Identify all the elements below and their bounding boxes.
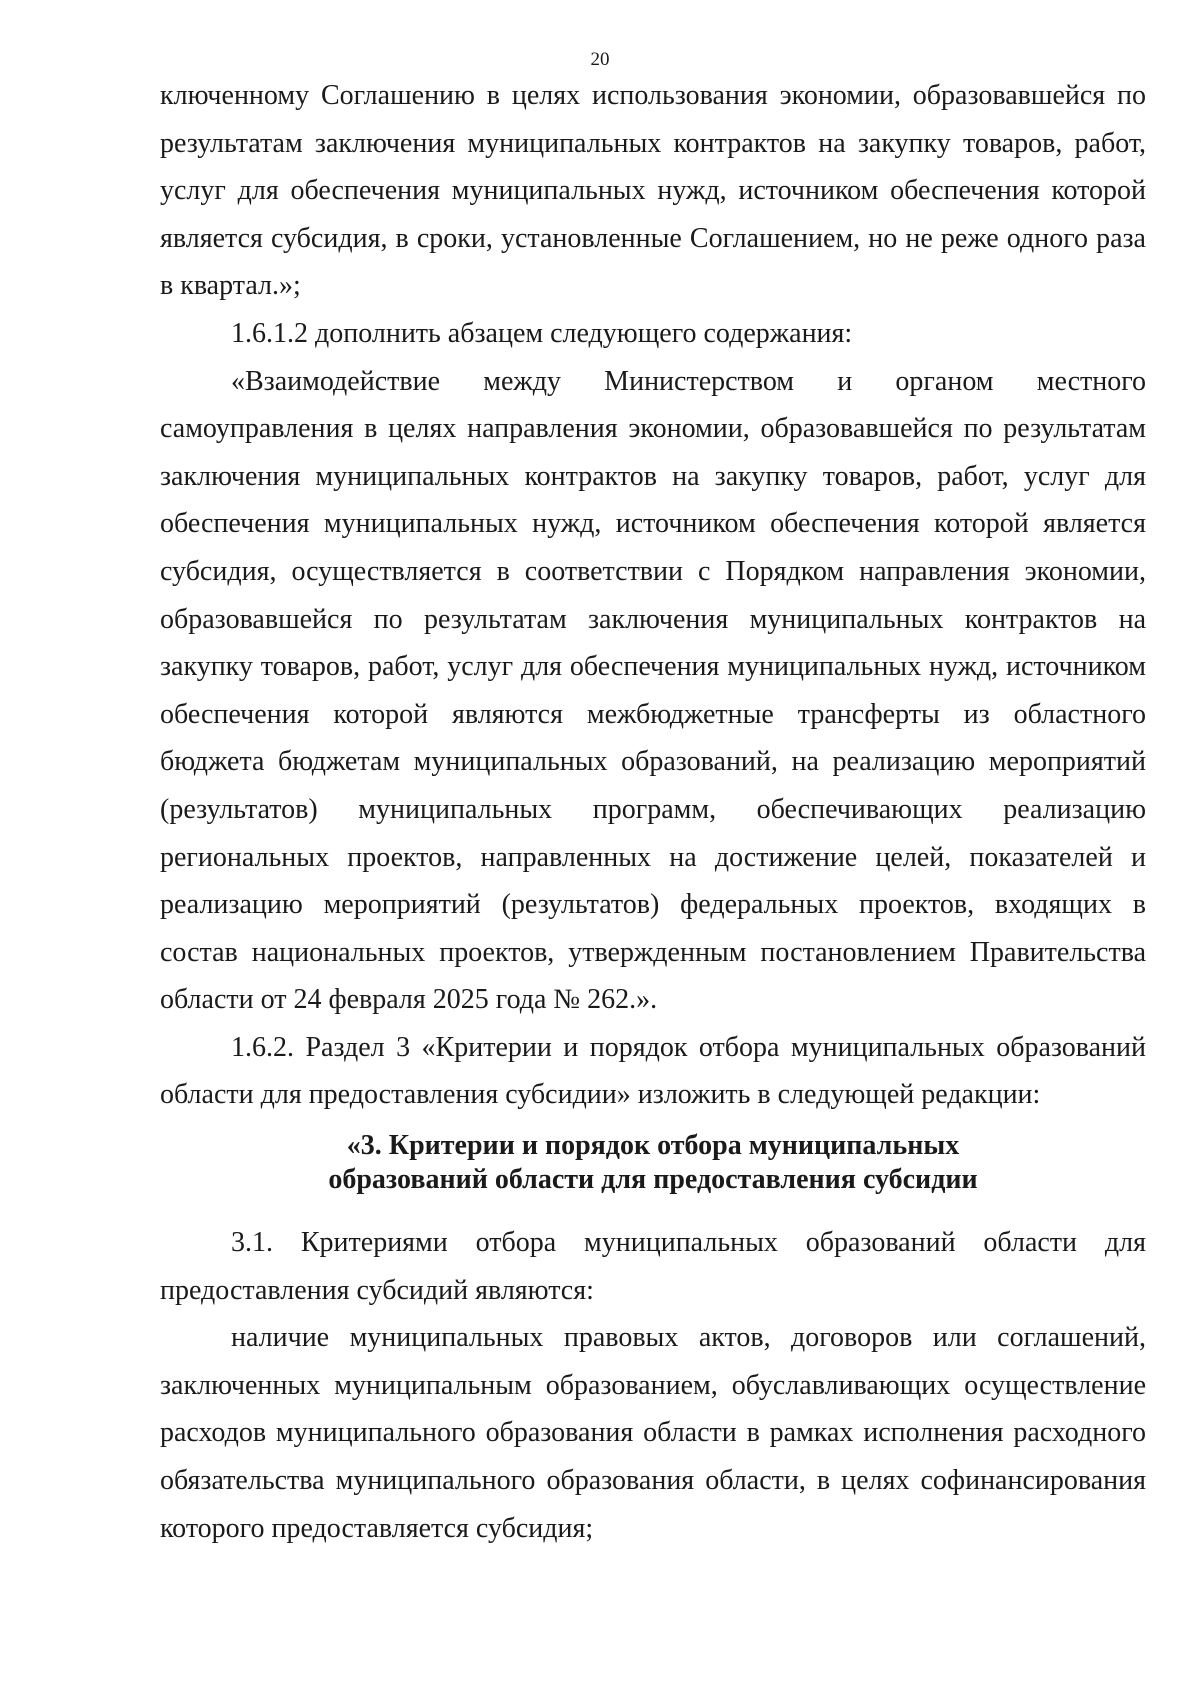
section-heading (160, 1129, 1146, 1197)
section-heading-line-1: «3. Критерии и порядок отбора муниципальных (346, 1130, 960, 1162)
section-heading-line-2: образований области для предоставления субсидии (328, 1164, 978, 1196)
paragraph-quoted-addition: «Взаимодействие между Министерством и органом местного самоуправления в целях направления экономии, образовавшейся по результатам заключения муниципальных контрактов на закупку товаров, работ, услуг для обеспечения муниципальных нужд, источником обеспечения которой является субсидия, осуществляется в соответствии с Порядком направления экономии, образовавшейся по результатам заключения муниципальных контрактов на закупку товаров, работ, услуг для обеспечения муниципальных нужд, источником обеспечения которой являются межбюджетные трансферты из областного бюджета бюджетам муниципальных образований, на реализацию мероприятий (результатов) муниципальных программ, обеспечивающих реализацию региональных проектов, направленных на достижение целей, показателей и реализацию мероприятий (результатов) федеральных проектов, входящих в состав национальных проектов, утвержденным постановлением Правительства области от 24 февраля 2025 года № 262.». (160, 365, 1146, 1016)
paragraph-criterion: наличие муниципальных правовых актов, договоров или соглашений, заключенных муниципальным образованием, обуславливающих осуществление расходов муниципального образования области в рамках исполнения расходного обязательства муниципального образования области, в целях софинансирования которого предоставляется субсидия; (160, 1322, 1146, 1544)
document-body (160, 72, 1146, 1552)
paragraph-item-1-6-2: 1.6.2. Раздел 3 «Критерии и порядок отбора муниципальных образований области для предоставления субсидии» изложить в следующей редакции: (160, 1031, 1146, 1111)
paragraph-item-1-6-1-2: 1.6.1.2 дополнить абзацем следующего содержания: (231, 317, 853, 349)
page-number: 20 (590, 49, 610, 70)
paragraph-item-3-1: 3.1. Критериями отбора муниципальных образований области для предоставления субсидий являются: (160, 1227, 1146, 1306)
paragraph-continuation: ключенному Соглашению в целях использования экономии, образовавшейся по результатам заключения муниципальных контрактов на закупку товаров, работ, услуг для обеспечения муниципальных нужд, источником обеспечения которой является субсидия, в сроки, установленные Соглашением, но не реже одного раза в квартал.»; (160, 80, 1146, 302)
